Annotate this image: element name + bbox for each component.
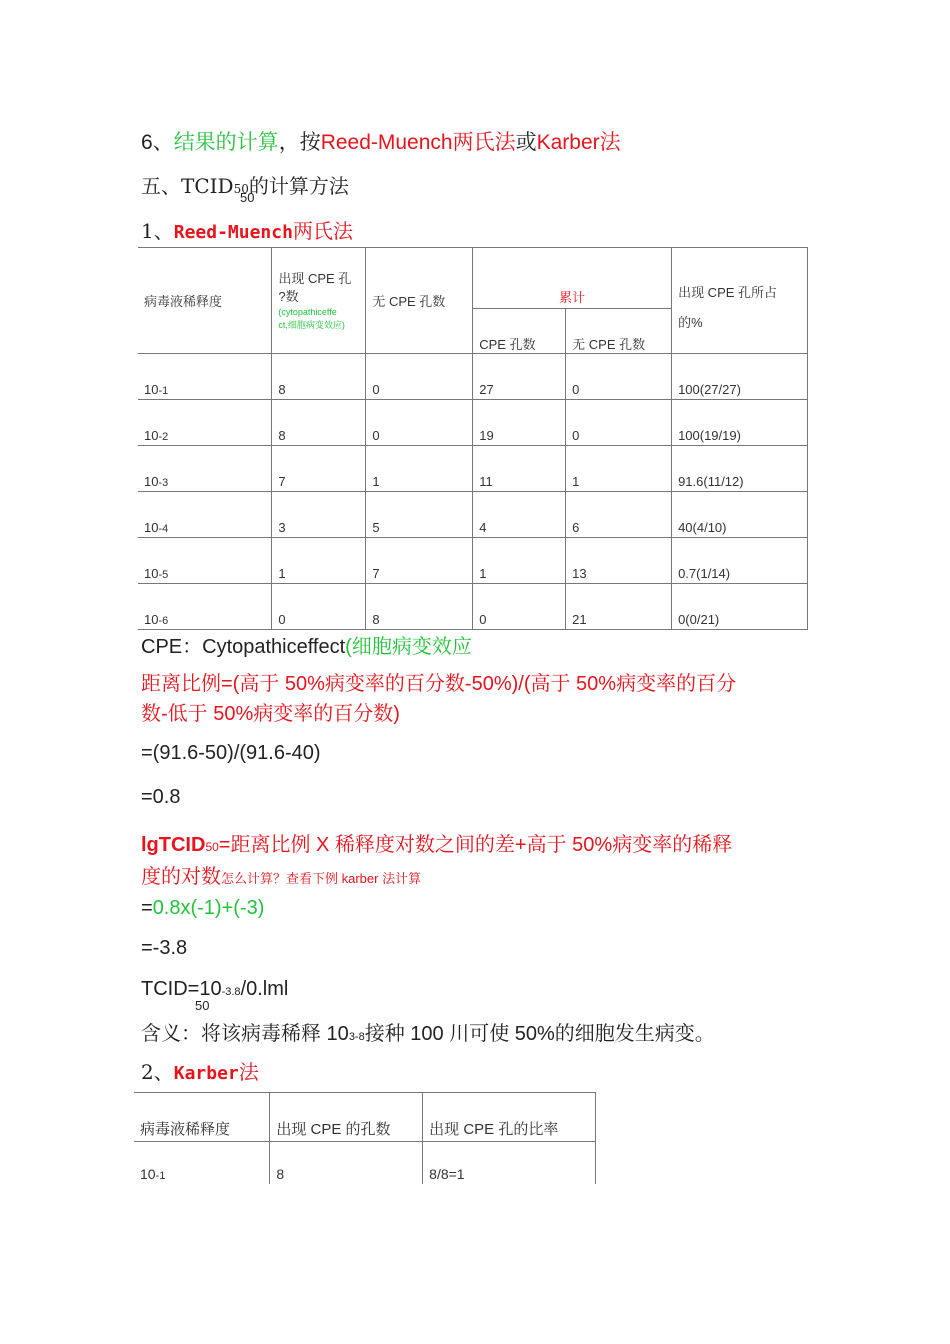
heading-6-green: 结果的计算	[173, 131, 279, 154]
calc-step-1: =(91.6-50)/(91.6-40)	[141, 742, 321, 764]
karber-table	[134, 1092, 596, 1184]
calc-step-3-green: 0.8x(-1)+(-3)	[152, 897, 265, 919]
dilution-base: 10	[144, 566, 159, 581]
percent-cell: 91.6(11/12)	[672, 446, 808, 492]
cpe-definition-green: (细胞病变效应	[345, 636, 472, 658]
dilution-exp: -1	[158, 385, 169, 397]
subsection-2-rest: 法	[238, 1060, 259, 1084]
cum-cpe-cell: 11	[473, 446, 566, 492]
reed-muench-table	[138, 247, 808, 630]
no-cpe-cell: 7	[366, 538, 473, 584]
cpe-cell: 1	[272, 538, 366, 584]
cum-cpe-cell: 27	[473, 354, 566, 400]
karber-ratio-cell: 8/8=1	[423, 1142, 596, 1185]
dilution-base: 10	[144, 428, 159, 443]
heading-6	[141, 126, 621, 156]
cpe-cell: 3	[272, 492, 366, 538]
dilution-exp: -5	[158, 569, 169, 581]
percent-cell: 100(19/19)	[672, 400, 808, 446]
dilution-cell	[138, 446, 272, 492]
percent-cell: 40(4/10)	[672, 492, 808, 538]
dilution-base: 10	[144, 520, 159, 535]
heading-6-reed-rest: 两氏法	[452, 131, 516, 154]
header-percent: 出现 CPE 孔所占的%	[672, 248, 808, 354]
karber-dilution-cell	[134, 1142, 270, 1185]
lg-formula-pre: lgTCID	[141, 834, 206, 856]
header-cpe-line2: ?数	[278, 288, 299, 304]
no-cpe-cell: 1	[366, 446, 473, 492]
heading-6-or: 或	[515, 131, 537, 154]
header-cpe-wells	[272, 248, 366, 354]
header-cpe-line1: 出现 CPE 孔	[278, 270, 352, 286]
calc-step-4: =-3.8	[141, 937, 188, 959]
karber-header-ratio: 出现 CPE 孔的比率	[423, 1093, 596, 1142]
table-row	[138, 492, 808, 538]
table-row	[134, 1142, 596, 1185]
dilution-exp: -2	[158, 431, 169, 443]
cum-no-cpe-cell: 1	[566, 446, 672, 492]
header-cpe-note1: (cytopathiceffe	[278, 306, 337, 317]
table-row	[138, 400, 808, 446]
dilution-cell	[138, 584, 272, 630]
dilution-cell	[138, 354, 272, 400]
ratio-formula-line2: 数-低于 50%病变率的百分数)	[141, 703, 400, 725]
cum-cpe-cell: 19	[473, 400, 566, 446]
meaning-exp: 3-8	[348, 1031, 365, 1043]
ratio-formula-line1: 距离比例=(高于 50%病变率的百分数-50%)/(高于 50%病变率的百分	[141, 673, 737, 695]
percent-cell: 100(27/27)	[672, 354, 808, 400]
calc-step-2: =0.8	[141, 786, 181, 808]
calc-step-3-eq: =	[141, 897, 153, 919]
tcid-pre: TCID=10	[141, 978, 222, 1000]
heading-6-mid: ，按	[278, 131, 321, 154]
header-no-cpe: 无 CPE 孔数	[366, 248, 473, 354]
cum-cpe-cell: 4	[473, 492, 566, 538]
table-row	[138, 354, 808, 400]
tcid-post: /0.lml	[240, 978, 289, 1000]
cum-no-cpe-cell: 0	[566, 400, 672, 446]
meaning-post: 接种 100 川可使 50%的细胞发生病变。	[364, 1023, 715, 1045]
dilution-cell	[138, 492, 272, 538]
no-cpe-cell: 8	[366, 584, 473, 630]
cum-cpe-cell: 0	[473, 584, 566, 630]
karber-dilution-base: 10	[140, 1166, 156, 1182]
no-cpe-cell: 5	[366, 492, 473, 538]
karber-cpe-cell: 8	[270, 1142, 423, 1185]
cpe-cell: 0	[272, 584, 366, 630]
percent-cell: 0.7(1/14)	[672, 538, 808, 584]
lg-formula-line2-text: 度的对数	[141, 866, 221, 888]
dilution-base: 10	[144, 612, 159, 627]
lg-formula-sub: 50	[205, 840, 219, 854]
subsection-2-title	[141, 1056, 259, 1085]
cpe-cell: 8	[272, 354, 366, 400]
cum-no-cpe-cell: 6	[566, 492, 672, 538]
header-cum-cpe: CPE 孔数	[473, 309, 566, 354]
lg-formula-line2	[141, 860, 421, 889]
cpe-cell: 7	[272, 446, 366, 492]
dilution-base: 10	[144, 474, 159, 489]
lg-formula-line1	[141, 828, 732, 857]
cum-no-cpe-cell: 13	[566, 538, 672, 584]
section-5-post: 的计算方法	[248, 174, 349, 198]
table-row	[138, 584, 808, 630]
heading-6-number: 6、	[141, 131, 174, 154]
subsection-1-number: 1、	[141, 219, 174, 243]
no-cpe-cell: 0	[366, 400, 473, 446]
header-cum-no-cpe: 无 CPE 孔数	[566, 309, 672, 354]
lg-formula-body: =距离比例 X 稀释度对数之间的差+高于 50%病变率的稀释	[218, 834, 733, 856]
subsection-1-title	[141, 215, 353, 244]
subsection-2-name: Karber	[173, 1063, 239, 1084]
table-row	[138, 446, 808, 492]
subsection-2-number: 2、	[141, 1060, 174, 1084]
dilution-base: 10	[144, 382, 159, 397]
karber-header-dilution: 病毒液稀释度	[134, 1093, 270, 1142]
dilution-exp: -6	[158, 615, 169, 627]
cpe-cell: 8	[272, 400, 366, 446]
header-cumulative: 累计	[473, 248, 672, 309]
section-5-pre: 五、TCID	[141, 174, 234, 198]
cpe-definition	[141, 630, 472, 659]
cum-no-cpe-cell: 21	[566, 584, 672, 630]
header-dilution: 病毒液稀释度	[138, 248, 272, 354]
percent-cell: 0(0/21)	[672, 584, 808, 630]
dilution-cell	[138, 538, 272, 584]
subsection-1-name: Reed-Muench	[173, 222, 293, 243]
karber-header-cpe: 出现 CPE 的孔数	[270, 1093, 423, 1142]
heading-6-karber: Karber	[536, 131, 600, 154]
tcid-exp: -3.8	[221, 986, 241, 998]
meaning-pre: 含义：将该病毒稀释 10	[141, 1023, 349, 1045]
tcid-sub: 50	[195, 998, 210, 1013]
section-5-stray-sub: 50	[240, 190, 255, 205]
dilution-exp: -4	[158, 523, 169, 535]
table-row	[138, 538, 808, 584]
heading-6-karber-rest: 法	[599, 131, 621, 154]
cum-cpe-cell: 1	[473, 538, 566, 584]
cpe-definition-label: CPE：Cytopathiceffect	[141, 636, 346, 658]
heading-6-reed: Reed-Muench	[320, 131, 453, 154]
subsection-1-rest: 两氏法	[292, 219, 353, 243]
no-cpe-cell: 0	[366, 354, 473, 400]
lg-formula-note: 怎么计算？查看下例 karber 法计算	[221, 871, 422, 886]
section-5-sub: 50	[233, 182, 249, 196]
calc-step-3	[141, 897, 264, 920]
dilution-exp: -3	[158, 477, 169, 489]
cum-no-cpe-cell: 0	[566, 354, 672, 400]
header-cpe-note2: ct,细胞病变效应)	[278, 319, 345, 330]
karber-dilution-exp: -1	[155, 1170, 166, 1182]
meaning-line	[141, 1017, 715, 1046]
dilution-cell	[138, 400, 272, 446]
tcid-result	[141, 978, 288, 1001]
